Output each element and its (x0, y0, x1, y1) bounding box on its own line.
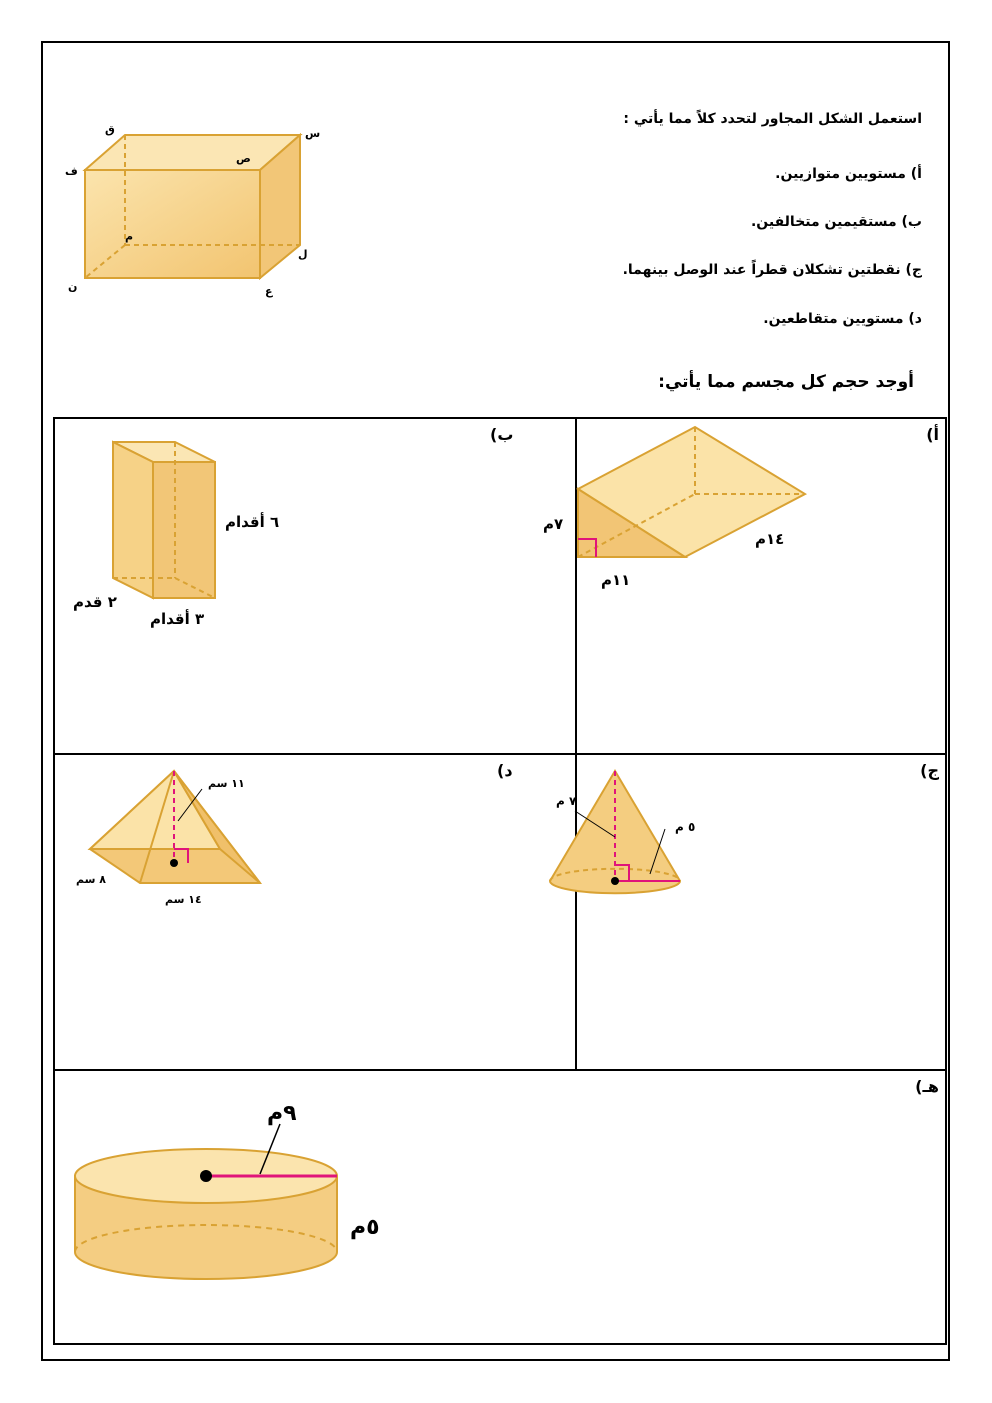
cell-d-length-label: ١٤ سم (165, 893, 202, 906)
rectangular-prism-figure (60, 115, 330, 305)
cylinder-figure (70, 1084, 410, 1294)
vertex-f: ف (65, 165, 78, 178)
cell-b-height-label: ٦ أقدام (225, 513, 280, 531)
cell-b-depth-label: ٢ قدم (73, 593, 117, 611)
cell-c-label: ج) (920, 761, 939, 780)
cell-d-height-label: ١١ سم (208, 777, 245, 790)
cell-b-width-label: ٣ أقدام (150, 610, 205, 628)
cell-a-length-label: ١٤م (755, 530, 785, 548)
cell-e-height-label: ٥م (350, 1215, 380, 1240)
cell-a-label: أ) (926, 425, 939, 444)
part1-item-a: أ) مستويين متوازيين. (775, 166, 922, 182)
pyramid-figure (70, 759, 330, 909)
cell-c-height-label: ٧ م (556, 794, 577, 808)
part2-heading: أوجد حجم كل مجسم مما يأتي: (658, 372, 914, 392)
vertex-sad: ص (236, 152, 251, 165)
tall-prism-figure (65, 434, 325, 634)
part1-item-c: ج) نقطتين تشكلان قطراً عند الوصل بينهما. (622, 262, 922, 278)
cell-e-radius-label: ٩م (267, 1101, 297, 1126)
cone-figure (540, 759, 740, 909)
vertex-q: ق (105, 123, 115, 136)
triangular-prism-figure (525, 419, 825, 599)
cell-b-label: ب) (490, 425, 514, 444)
vertex-m: م (125, 230, 134, 243)
cell-a-height-label: ٧م (543, 515, 564, 533)
vertex-l: ل (298, 248, 308, 261)
grid-divider-row2 (55, 1069, 945, 1071)
part1-item-b: ب) مستقيمين متخالفين. (750, 214, 922, 230)
cell-e-label: هـ) (915, 1077, 939, 1096)
cell-d-width-label: ٨ سم (76, 873, 106, 886)
part1-intro: استعمل الشكل المجاور لتحدد كلاً مما يأتي : (623, 111, 922, 127)
vertex-s: س (305, 127, 321, 140)
grid-divider-row1 (55, 753, 945, 755)
cell-a-base-label: ١١م (601, 571, 631, 589)
part1-item-d: د) مستويين متقاطعين. (763, 311, 922, 327)
figures-grid (53, 417, 947, 1345)
vertex-n: ن (68, 280, 78, 293)
cell-d-label: د) (497, 761, 513, 780)
cell-c-radius-label: ٥ م (675, 820, 696, 834)
vertex-ain: ع (265, 285, 273, 298)
